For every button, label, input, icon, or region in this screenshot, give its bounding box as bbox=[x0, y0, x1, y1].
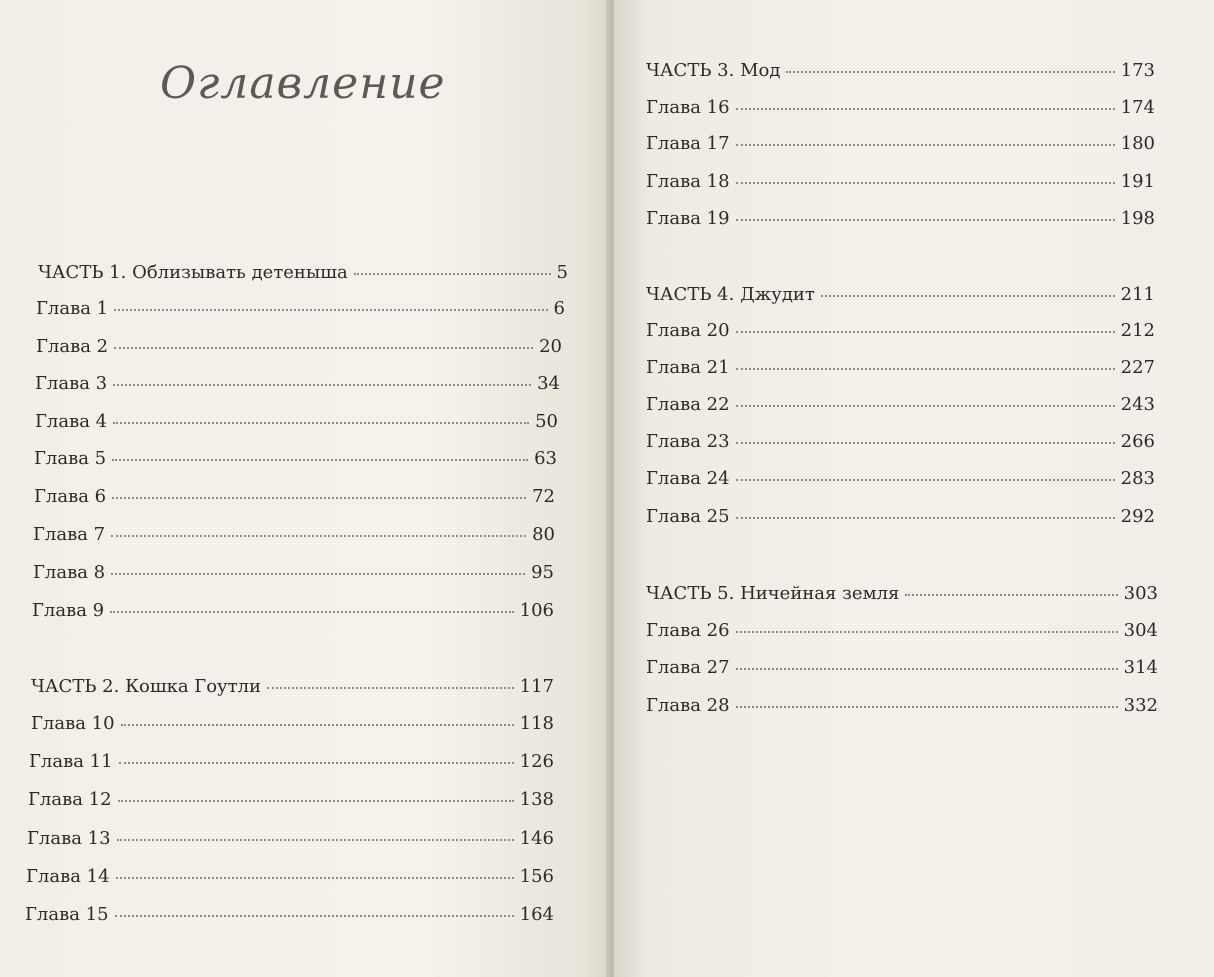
toc-leader-dots bbox=[736, 479, 1115, 481]
toc-entry-label: Глава 10 bbox=[31, 713, 115, 734]
right-toc-entry bbox=[646, 468, 1155, 494]
toc-leader-dots bbox=[736, 331, 1115, 333]
toc-entry-page-number: 174 bbox=[1120, 97, 1155, 118]
toc-entry-label: Глава 13 bbox=[27, 828, 111, 849]
toc-entry-label: ЧАСТЬ 1. Облизывать детеныша bbox=[38, 262, 348, 283]
toc-entry-page-number: 266 bbox=[1120, 431, 1155, 452]
toc-entry-label: Глава 1 bbox=[36, 298, 109, 319]
toc-leader-dots bbox=[114, 347, 533, 349]
toc-entry-label: Глава 23 bbox=[646, 431, 730, 452]
toc-leader-dots bbox=[118, 800, 514, 802]
toc-entry-label: Глава 18 bbox=[646, 171, 730, 192]
right-toc-entry bbox=[646, 431, 1155, 457]
toc-entry-page-number: 173 bbox=[1120, 60, 1155, 81]
toc-entry-page-number: 164 bbox=[519, 904, 554, 925]
toc-entry-page-number: 6 bbox=[553, 298, 565, 319]
toc-leader-dots bbox=[905, 594, 1117, 596]
left-toc-entry bbox=[28, 789, 554, 815]
toc-leader-dots bbox=[111, 535, 526, 537]
toc-leader-dots bbox=[111, 573, 525, 575]
right-toc-entry bbox=[646, 171, 1155, 197]
page-title: Оглавление bbox=[160, 58, 446, 109]
toc-entry-page-number: 180 bbox=[1120, 133, 1155, 154]
toc-entry-page-number: 227 bbox=[1120, 357, 1155, 378]
toc-entry-label: Глава 27 bbox=[646, 657, 730, 678]
toc-entry-page-number: 5 bbox=[556, 262, 568, 283]
toc-entry-page-number: 332 bbox=[1123, 695, 1158, 716]
left-toc-entry bbox=[31, 713, 554, 739]
toc-entry-page-number: 211 bbox=[1120, 284, 1155, 305]
toc-entry-page-number: 283 bbox=[1120, 468, 1155, 489]
toc-entry-label: Глава 5 bbox=[34, 448, 107, 469]
toc-entry-page-number: 80 bbox=[532, 524, 555, 545]
toc-leader-dots bbox=[113, 384, 531, 386]
toc-entry-page-number: 138 bbox=[519, 789, 554, 810]
left-toc-entry bbox=[36, 336, 562, 362]
toc-entry-page-number: 314 bbox=[1123, 657, 1158, 678]
left-toc-entry bbox=[25, 904, 554, 930]
toc-leader-dots bbox=[821, 295, 1115, 297]
toc-leader-dots bbox=[736, 144, 1115, 146]
toc-leader-dots bbox=[113, 422, 529, 424]
toc-entry-label: Глава 16 bbox=[646, 97, 730, 118]
toc-leader-dots bbox=[119, 762, 514, 764]
toc-leader-dots bbox=[114, 309, 547, 311]
toc-entry-page-number: 95 bbox=[531, 562, 554, 583]
left-toc-entry bbox=[32, 600, 554, 626]
right-toc-entry bbox=[646, 60, 1155, 86]
toc-leader-dots bbox=[112, 497, 526, 499]
toc-entry-page-number: 106 bbox=[519, 600, 554, 621]
left-toc-entry bbox=[27, 828, 554, 854]
toc-leader-dots bbox=[110, 611, 514, 613]
right-toc-entry bbox=[646, 284, 1155, 310]
toc-entry-label: Глава 3 bbox=[35, 373, 108, 394]
right-toc-entry bbox=[646, 583, 1158, 609]
toc-leader-dots bbox=[736, 219, 1115, 221]
toc-entry-page-number: 212 bbox=[1120, 320, 1155, 341]
left-toc-entry bbox=[36, 298, 565, 324]
toc-entry-label: ЧАСТЬ 4. Джудит bbox=[646, 284, 815, 305]
toc-leader-dots bbox=[736, 405, 1115, 407]
toc-leader-dots bbox=[736, 442, 1115, 444]
toc-entry-label: Глава 28 bbox=[646, 695, 730, 716]
left-toc-entry bbox=[35, 373, 560, 399]
toc-leader-dots bbox=[736, 182, 1115, 184]
toc-entry-label: ЧАСТЬ 3. Мод bbox=[646, 60, 781, 81]
toc-entry-page-number: 292 bbox=[1120, 506, 1155, 527]
toc-entry-label: Глава 15 bbox=[25, 904, 109, 925]
toc-leader-dots bbox=[786, 71, 1114, 73]
toc-leader-dots bbox=[736, 368, 1115, 370]
toc-entry-label: Глава 20 bbox=[646, 320, 730, 341]
toc-entry-page-number: 146 bbox=[519, 828, 554, 849]
left-toc-entry bbox=[35, 411, 558, 437]
toc-entry-page-number: 34 bbox=[537, 373, 560, 394]
toc-entry-page-number: 198 bbox=[1120, 208, 1155, 229]
right-toc-entry bbox=[646, 133, 1155, 159]
toc-leader-dots bbox=[736, 108, 1115, 110]
right-toc-entry bbox=[646, 657, 1158, 683]
right-toc-entry bbox=[646, 695, 1158, 721]
toc-entry-label: ЧАСТЬ 5. Ничейная земля bbox=[646, 583, 900, 604]
toc-leader-dots bbox=[267, 687, 514, 689]
toc-entry-label: ЧАСТЬ 2. Кошка Гоутли bbox=[31, 676, 262, 697]
toc-entry-label: Глава 2 bbox=[36, 336, 109, 357]
left-toc-entry bbox=[33, 562, 554, 588]
left-toc-entry bbox=[38, 262, 568, 288]
toc-leader-dots bbox=[112, 459, 528, 461]
toc-entry-page-number: 117 bbox=[519, 676, 554, 697]
toc-leader-dots bbox=[116, 877, 514, 879]
right-toc-entry bbox=[646, 357, 1155, 383]
toc-entry-label: Глава 8 bbox=[33, 562, 106, 583]
toc-entry-label: Глава 6 bbox=[34, 486, 107, 507]
left-toc-entry bbox=[34, 486, 555, 512]
left-toc-entry bbox=[31, 676, 554, 702]
toc-leader-dots bbox=[115, 915, 514, 917]
right-toc-entry bbox=[646, 208, 1155, 234]
toc-entry-page-number: 118 bbox=[519, 713, 554, 734]
toc-leader-dots bbox=[354, 273, 551, 275]
toc-entry-page-number: 72 bbox=[532, 486, 555, 507]
right-toc-entry bbox=[646, 620, 1158, 646]
right-toc-entry bbox=[646, 97, 1155, 123]
toc-entry-page-number: 304 bbox=[1123, 620, 1158, 641]
toc-entry-page-number: 243 bbox=[1120, 394, 1155, 415]
toc-entry-page-number: 63 bbox=[534, 448, 557, 469]
toc-entry-label: Глава 26 bbox=[646, 620, 730, 641]
toc-entry-page-number: 50 bbox=[535, 411, 558, 432]
toc-entry-label: Глава 22 bbox=[646, 394, 730, 415]
right-toc-entry bbox=[646, 506, 1155, 532]
toc-entry-page-number: 191 bbox=[1120, 171, 1155, 192]
toc-entry-page-number: 156 bbox=[519, 866, 554, 887]
toc-entry-label: Глава 24 bbox=[646, 468, 730, 489]
toc-entry-label: Глава 12 bbox=[28, 789, 112, 810]
right-toc-entry bbox=[646, 394, 1155, 420]
toc-entry-page-number: 303 bbox=[1123, 583, 1158, 604]
toc-entry-label: Глава 9 bbox=[32, 600, 105, 621]
toc-leader-dots bbox=[117, 839, 514, 841]
right-toc-entry bbox=[646, 320, 1155, 346]
left-toc-entry bbox=[26, 866, 554, 892]
toc-leader-dots bbox=[736, 668, 1118, 670]
toc-entry-label: Глава 14 bbox=[26, 866, 110, 887]
toc-entry-label: Глава 11 bbox=[29, 751, 113, 772]
toc-leader-dots bbox=[736, 706, 1118, 708]
toc-entry-label: Глава 19 bbox=[646, 208, 730, 229]
toc-leader-dots bbox=[736, 631, 1118, 633]
toc-leader-dots bbox=[736, 517, 1115, 519]
left-toc-entry bbox=[29, 751, 554, 777]
toc-entry-label: Глава 25 bbox=[646, 506, 730, 527]
toc-entry-page-number: 20 bbox=[539, 336, 562, 357]
toc-entry-label: Глава 7 bbox=[33, 524, 106, 545]
toc-entry-label: Глава 4 bbox=[35, 411, 108, 432]
toc-entry-label: Глава 17 bbox=[646, 133, 730, 154]
toc-entry-page-number: 126 bbox=[519, 751, 554, 772]
left-toc-entry bbox=[34, 448, 557, 474]
toc-leader-dots bbox=[121, 724, 514, 726]
toc-entry-label: Глава 21 bbox=[646, 357, 730, 378]
left-toc-entry bbox=[33, 524, 555, 550]
